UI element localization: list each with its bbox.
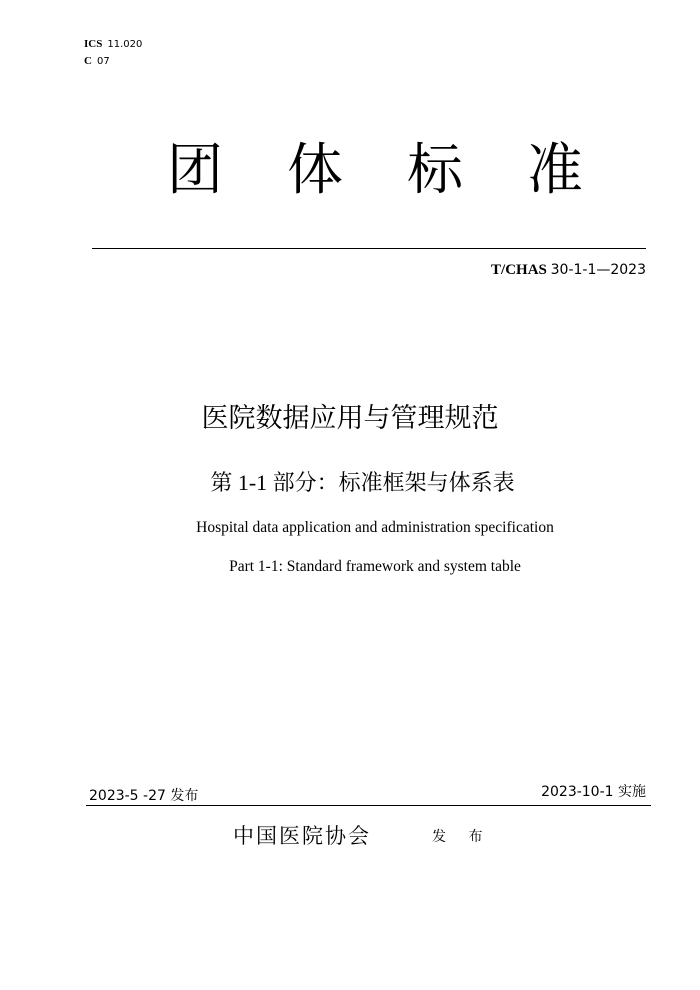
ccs-code	[84, 55, 110, 68]
standard-number	[491, 261, 646, 279]
title-char-1: 团	[167, 138, 223, 203]
ics-label: ICS	[84, 38, 103, 50]
part-number: 1-1	[237, 470, 268, 495]
title-char-2: 体	[287, 138, 343, 203]
title-char-3: 标	[407, 138, 463, 203]
publish-label: 发 布	[432, 829, 489, 845]
standard-code: 30-1-1—2023	[550, 262, 646, 278]
part-rest: 部分：标准框架与体系表	[272, 471, 515, 496]
title-char-4: 准	[527, 138, 583, 203]
ccs-value: 07	[96, 56, 110, 67]
ics-code	[84, 38, 142, 51]
english-title: Hospital data application and administration specification	[196, 519, 554, 536]
publisher-name: 中国医院协会	[233, 824, 371, 848]
part-prefix: 第	[210, 471, 233, 496]
effective-date: 2023-10-1 实施	[541, 784, 646, 800]
document-type-title	[0, 138, 700, 208]
issue-date: 2023-5 -27 发布	[89, 788, 199, 804]
chinese-part-title	[0, 468, 700, 499]
ccs-label: C	[84, 55, 92, 67]
english-part-title: Part 1-1: Standard framework and system table	[229, 558, 521, 575]
top-divider	[92, 248, 646, 249]
bottom-divider	[86, 805, 651, 806]
chinese-title: 医院数据应用与管理规范	[201, 403, 499, 434]
standard-prefix: T/CHAS	[491, 262, 547, 278]
ics-value: 11.020	[107, 39, 143, 50]
